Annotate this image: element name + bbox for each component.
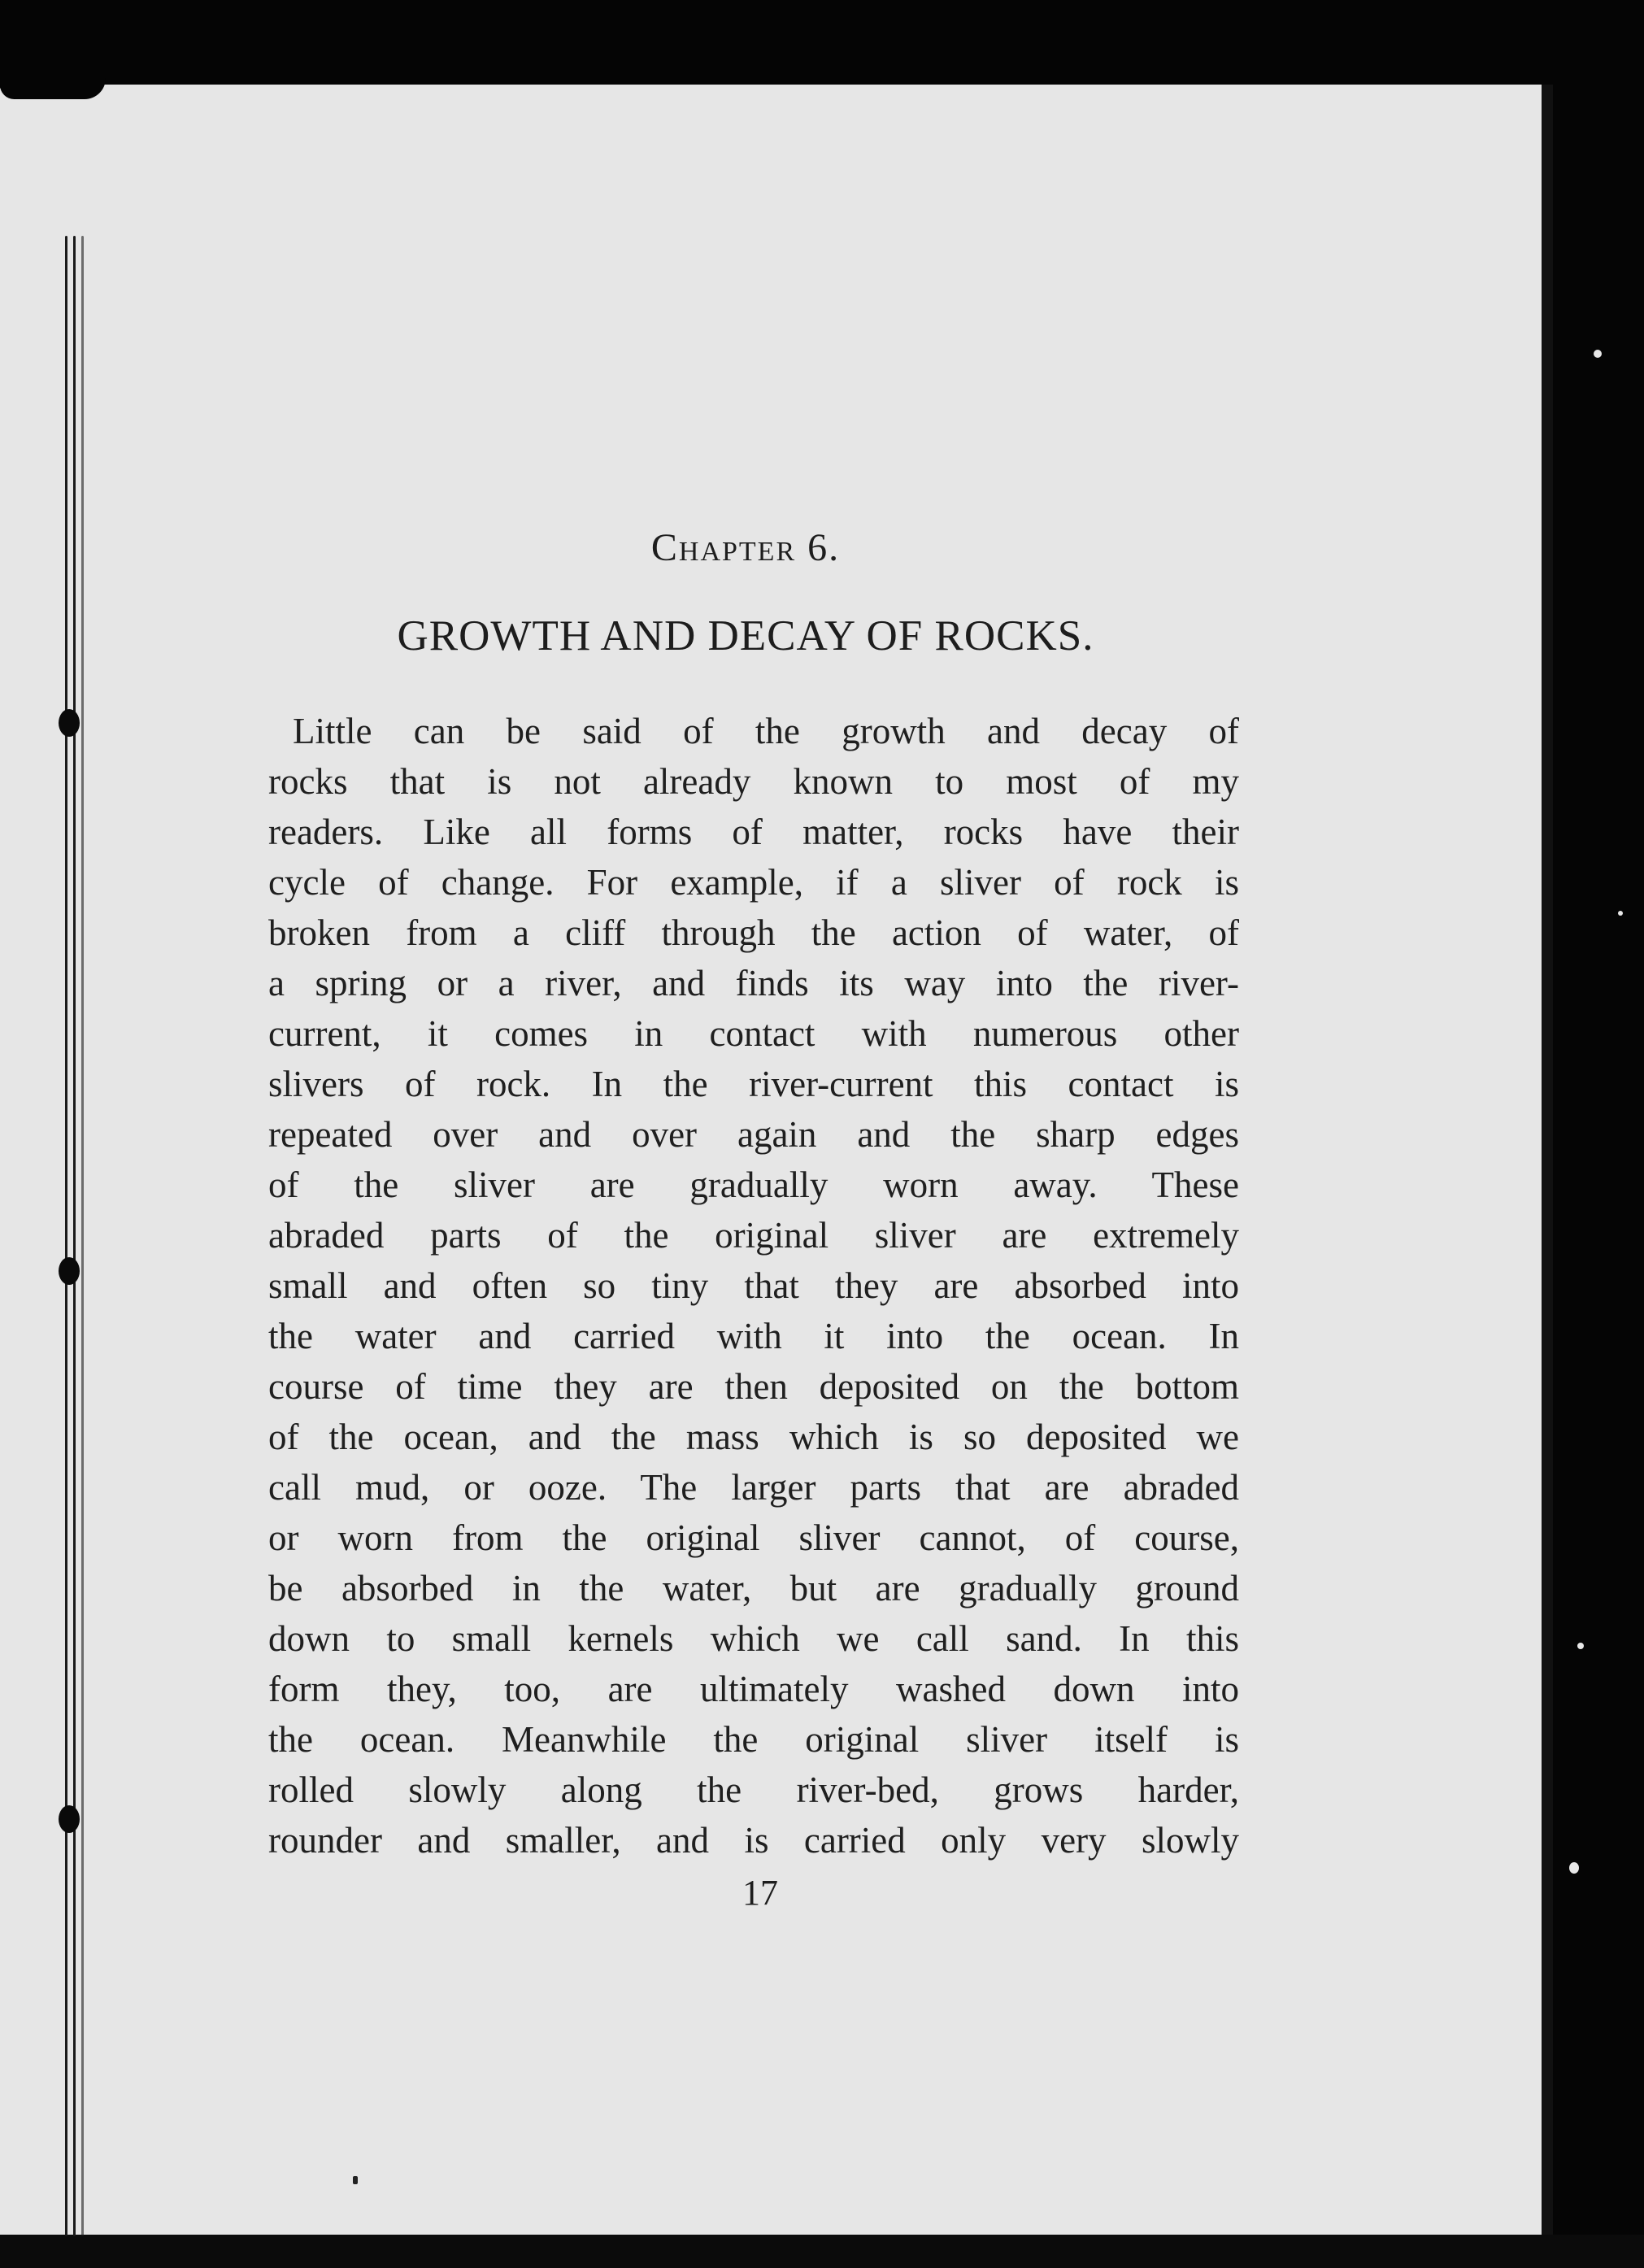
binding-knot [59,1257,80,1285]
page-number: 17 [742,1873,778,1913]
text-line: the ocean. Meanwhile the original sliver itself is [268,1719,1239,1760]
background-speck [1569,1862,1579,1874]
text-line: rounder and smaller, and is carried only very slowly [268,1820,1239,1861]
chapter-label: Chapter 6. [650,526,841,569]
background-speck [1577,1643,1584,1649]
text-line: slivers of rock. In the river-current this contact is [268,1064,1239,1104]
text-line: rolled slowly along the river-bed, grows harder, [268,1770,1239,1810]
page-blemish [353,2176,358,2184]
text-line: abraded parts of the original sliver are extremely [268,1215,1239,1256]
page-corner-shadow [0,78,106,99]
text-line: small and often so tiny that they are absorbed into [268,1265,1239,1306]
text-line: readers. Like all forms of matter, rocks have their [268,812,1239,852]
text-line: Little can be said of the growth and decay of [293,711,1239,751]
text-line: form they, too, are ultimately washed down into [268,1669,1239,1709]
text-line: of the sliver are gradually worn away. These [268,1164,1239,1205]
text-line: or worn from the original sliver cannot, of course, [268,1517,1239,1558]
background-speck [1594,350,1602,358]
text-line: current, it comes in contact with numerous other [268,1013,1239,1054]
text-line: a spring or a river, and finds its way into the river- [268,963,1239,1003]
binding-knot [59,1805,80,1833]
page-bottom-edge [0,2235,1644,2268]
chapter-title: GROWTH AND DECAY OF ROCKS. [397,612,1094,660]
text-line: cycle of change. For example, if a sliver of rock is [268,862,1239,903]
text-line: course of time they are then deposited on the bottom [268,1366,1239,1407]
binding-knot [59,709,80,737]
body-paragraph [268,706,1239,1865]
text-line: rocks that is not already known to most of my [268,761,1239,802]
text-line: the water and carried with it into the ocean. In [268,1316,1239,1356]
background-speck [1618,911,1623,916]
text-line: call mud, or ooze. The larger parts that are abraded [268,1467,1239,1508]
text-line: broken from a cliff through the action of water, of [268,912,1239,953]
text-line: down to small kernels which we call sand. In this [268,1618,1239,1659]
page-right-edge [1542,85,1553,2235]
text-line: be absorbed in the water, but are gradually ground [268,1568,1239,1608]
text-line: repeated over and over again and the sharp edges [268,1114,1239,1155]
text-line: of the ocean, and the mass which is so deposited we [268,1417,1239,1457]
